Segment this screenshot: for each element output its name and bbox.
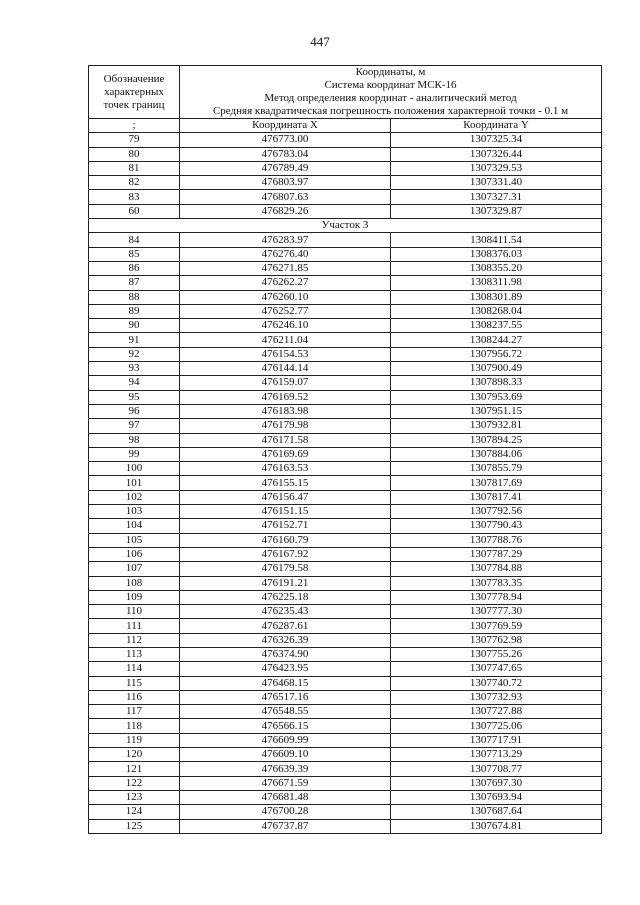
- coord-x-cell: 476700.28: [180, 805, 391, 819]
- coord-y-cell: 1307788.76: [391, 533, 602, 547]
- coord-y-cell: 1307787.29: [391, 547, 602, 561]
- point-number-cell: 102: [89, 490, 180, 504]
- coord-x-cell: 476155.15: [180, 476, 391, 490]
- column-x-header: Координата X: [180, 119, 391, 133]
- table-row: [89, 590, 602, 604]
- page-number: 447: [310, 34, 330, 49]
- point-label-line: характерных: [104, 85, 164, 98]
- coord-x-cell: 476326.39: [180, 633, 391, 647]
- point-number-cell: 92: [89, 347, 180, 361]
- table-row: [89, 748, 602, 762]
- coords-title-line: Метод определения координат - аналитический метод: [264, 92, 517, 104]
- point-label-line: точек границ: [103, 98, 165, 111]
- point-number-cell: 93: [89, 362, 180, 376]
- coord-y-cell: 1308237.55: [391, 319, 602, 333]
- coord-y-cell: 1307725.06: [391, 719, 602, 733]
- coord-y-cell: 1307732.93: [391, 690, 602, 704]
- point-number-cell: 95: [89, 390, 180, 404]
- point-number-cell: 82: [89, 176, 180, 190]
- point-number-cell: 108: [89, 576, 180, 590]
- coord-x-cell: 476211.04: [180, 333, 391, 347]
- coord-y-cell: 1307325.34: [391, 133, 602, 147]
- point-label-line: Обозначение: [103, 72, 165, 85]
- coord-x-cell: 476159.07: [180, 376, 391, 390]
- table-row: [89, 362, 602, 376]
- coord-x-cell: 476517.16: [180, 690, 391, 704]
- coord-y-cell: 1307697.30: [391, 776, 602, 790]
- coord-y-cell: 1308244.27: [391, 333, 602, 347]
- point-number-cell: 87: [89, 276, 180, 290]
- table-row: [89, 347, 602, 361]
- coord-x-cell: 476179.58: [180, 562, 391, 576]
- coord-y-cell: 1307755.26: [391, 647, 602, 661]
- point-number-cell: 96: [89, 404, 180, 418]
- point-number-cell: 111: [89, 619, 180, 633]
- point-number-cell: 105: [89, 533, 180, 547]
- point-number-cell: 109: [89, 590, 180, 604]
- table-row: [89, 190, 602, 204]
- coord-y-cell: 1308268.04: [391, 304, 602, 318]
- point-number-cell: 104: [89, 519, 180, 533]
- coord-y-cell: 1307778.94: [391, 590, 602, 604]
- table-row: [89, 819, 602, 833]
- coord-x-cell: 476609.10: [180, 748, 391, 762]
- table-row: [89, 619, 602, 633]
- table-row: [89, 519, 602, 533]
- coord-x-cell: 476235.43: [180, 605, 391, 619]
- table-row: [89, 690, 602, 704]
- coord-x-cell: 476423.95: [180, 662, 391, 676]
- coord-x-cell: 476169.52: [180, 390, 391, 404]
- coord-y-cell: 1307783.35: [391, 576, 602, 590]
- point-number-cell: 112: [89, 633, 180, 647]
- table-row: [89, 647, 602, 661]
- coord-x-cell: 476374.90: [180, 647, 391, 661]
- coord-x-cell: 476260.10: [180, 290, 391, 304]
- point-number-cell: 110: [89, 605, 180, 619]
- coordinates-table: [88, 65, 602, 834]
- coord-y-cell: 1307817.69: [391, 476, 602, 490]
- coord-x-cell: 476160.79: [180, 533, 391, 547]
- coord-y-cell: 1307951.15: [391, 404, 602, 418]
- coord-y-cell: 1307784.88: [391, 562, 602, 576]
- point-number-cell: 94: [89, 376, 180, 390]
- coord-x-cell: 476154.53: [180, 347, 391, 361]
- table-row: [89, 633, 602, 647]
- coord-y-cell: 1307956.72: [391, 347, 602, 361]
- coord-y-cell: 1308376.03: [391, 247, 602, 261]
- coord-x-cell: 476283.97: [180, 233, 391, 247]
- table-row: [89, 505, 602, 519]
- coord-x-cell: 476609.99: [180, 733, 391, 747]
- table-row: [89, 562, 602, 576]
- coord-y-cell: 1307898.33: [391, 376, 602, 390]
- coord-x-cell: 476246.10: [180, 319, 391, 333]
- coord-y-cell: 1307747.65: [391, 662, 602, 676]
- point-number-cell: 107: [89, 562, 180, 576]
- coord-y-cell: 1307713.29: [391, 748, 602, 762]
- point-number-cell: 60: [89, 204, 180, 218]
- point-number-cell: 116: [89, 690, 180, 704]
- coord-x-cell: 476262.27: [180, 276, 391, 290]
- table-row: [89, 290, 602, 304]
- point-number-cell: 106: [89, 547, 180, 561]
- point-number-cell: 81: [89, 161, 180, 175]
- coord-y-cell: 1308411.54: [391, 233, 602, 247]
- table-row: [89, 419, 602, 433]
- point-number-cell: 119: [89, 733, 180, 747]
- coord-y-cell: 1307740.72: [391, 676, 602, 690]
- table-row: [89, 462, 602, 476]
- coord-x-cell: 476287.61: [180, 619, 391, 633]
- coord-y-cell: 1308355.20: [391, 261, 602, 275]
- point-number-cell: 99: [89, 447, 180, 461]
- point-number-cell: 113: [89, 647, 180, 661]
- coord-x-cell: 476468.15: [180, 676, 391, 690]
- coord-y-cell: 1308301.89: [391, 290, 602, 304]
- coord-y-cell: 1307790.43: [391, 519, 602, 533]
- point-number-cell: 100: [89, 462, 180, 476]
- table-row: [89, 161, 602, 175]
- coord-x-cell: 476566.15: [180, 719, 391, 733]
- coord-x-cell: 476179.98: [180, 419, 391, 433]
- table-row: [89, 762, 602, 776]
- coord-y-cell: 1307329.87: [391, 204, 602, 218]
- point-number-cell: 90: [89, 319, 180, 333]
- table-row: [89, 776, 602, 790]
- table-row: [89, 376, 602, 390]
- coords-title-line: Средняя квадратическая погрешность положения характерной точки - 0.1 м: [212, 105, 569, 117]
- coord-y-cell: 1307900.49: [391, 362, 602, 376]
- table-row: [89, 605, 602, 619]
- table-row: [89, 390, 602, 404]
- coord-x-cell: 476167.92: [180, 547, 391, 561]
- point-number-cell: 117: [89, 705, 180, 719]
- coord-x-cell: 476225.18: [180, 590, 391, 604]
- coord-y-cell: 1307674.81: [391, 819, 602, 833]
- table-row: [89, 147, 602, 161]
- column-y-header: Координата Y: [391, 119, 602, 133]
- coord-y-cell: 1307717.91: [391, 733, 602, 747]
- coord-x-cell: 476737.87: [180, 819, 391, 833]
- point-number-cell: 86: [89, 261, 180, 275]
- point-number-cell: 88: [89, 290, 180, 304]
- coord-x-cell: 476191.21: [180, 576, 391, 590]
- point-number-cell: 98: [89, 433, 180, 447]
- table-row: [89, 476, 602, 490]
- table-row: [89, 233, 602, 247]
- coord-x-cell: 476169.69: [180, 447, 391, 461]
- coord-y-cell: 1307884.06: [391, 447, 602, 461]
- coord-x-cell: 476252.77: [180, 304, 391, 318]
- coords-title-line: Система координат МСК-16: [324, 79, 457, 91]
- coord-y-cell: 1307953.69: [391, 390, 602, 404]
- point-number-cell: 84: [89, 233, 180, 247]
- table-row: [89, 705, 602, 719]
- coord-y-cell: 1307762.98: [391, 633, 602, 647]
- point-number-cell: 103: [89, 505, 180, 519]
- coord-y-cell: 1308311.98: [391, 276, 602, 290]
- coord-y-cell: 1307327.31: [391, 190, 602, 204]
- point-number-cell: 118: [89, 719, 180, 733]
- point-number-cell: 115: [89, 676, 180, 690]
- point-number-cell: 80: [89, 147, 180, 161]
- point-subheader: ;: [89, 119, 180, 133]
- table-row: [89, 576, 602, 590]
- table-row: [89, 276, 602, 290]
- coord-x-cell: 476144.14: [180, 362, 391, 376]
- coord-y-cell: 1307894.25: [391, 433, 602, 447]
- coord-x-cell: 476548.55: [180, 705, 391, 719]
- coord-x-cell: 476681.48: [180, 790, 391, 804]
- table-row: [89, 490, 602, 504]
- point-number-cell: 121: [89, 762, 180, 776]
- coord-x-cell: 476773.00: [180, 133, 391, 147]
- section-label: Участок 3: [89, 219, 602, 233]
- coord-x-cell: 476803.97: [180, 176, 391, 190]
- table-header-row: [89, 66, 602, 119]
- coord-x-cell: 476639.39: [180, 762, 391, 776]
- coord-y-cell: 1307708.77: [391, 762, 602, 776]
- coord-y-cell: 1307932.81: [391, 419, 602, 433]
- column-header-row: [89, 119, 602, 133]
- coord-y-cell: 1307792.56: [391, 505, 602, 519]
- table-row: [89, 662, 602, 676]
- coord-y-cell: 1307329.53: [391, 161, 602, 175]
- table-row: [89, 547, 602, 561]
- table-row: [89, 261, 602, 275]
- coord-y-cell: 1307331.40: [391, 176, 602, 190]
- table-row: [89, 433, 602, 447]
- table-row: [89, 247, 602, 261]
- point-number-cell: 85: [89, 247, 180, 261]
- coordinates-header: [180, 66, 602, 119]
- coord-x-cell: 476171.58: [180, 433, 391, 447]
- point-number-cell: 123: [89, 790, 180, 804]
- coords-title-line: Координаты, м: [355, 66, 426, 78]
- table-row: [89, 176, 602, 190]
- coord-y-cell: 1307777.30: [391, 605, 602, 619]
- coord-x-cell: 476783.04: [180, 147, 391, 161]
- point-number-cell: 125: [89, 819, 180, 833]
- table-row: [89, 805, 602, 819]
- point-number-cell: 124: [89, 805, 180, 819]
- coord-x-cell: 476807.63: [180, 190, 391, 204]
- coord-y-cell: 1307817.41: [391, 490, 602, 504]
- table-row: [89, 333, 602, 347]
- table-row: [89, 133, 602, 147]
- coord-x-cell: 476183.98: [180, 404, 391, 418]
- coord-x-cell: 476671.59: [180, 776, 391, 790]
- coord-x-cell: 476152.71: [180, 519, 391, 533]
- point-number-cell: 120: [89, 748, 180, 762]
- coord-y-cell: 1307769.59: [391, 619, 602, 633]
- coord-y-cell: 1307855.79: [391, 462, 602, 476]
- point-number-cell: 97: [89, 419, 180, 433]
- point-number-cell: 122: [89, 776, 180, 790]
- table-row: [89, 733, 602, 747]
- coord-x-cell: 476789.49: [180, 161, 391, 175]
- coord-x-cell: 476829.26: [180, 204, 391, 218]
- point-number-cell: 89: [89, 304, 180, 318]
- coord-y-cell: 1307326.44: [391, 147, 602, 161]
- table-row: [89, 533, 602, 547]
- table-row: [89, 304, 602, 318]
- table-row: [89, 447, 602, 461]
- point-number-cell: 114: [89, 662, 180, 676]
- coord-y-cell: 1307693.94: [391, 790, 602, 804]
- table-row: [89, 676, 602, 690]
- point-designation-header: [89, 66, 180, 119]
- table-row: [89, 719, 602, 733]
- coord-x-cell: 476271.85: [180, 261, 391, 275]
- section-row: [89, 219, 602, 233]
- point-number-cell: 101: [89, 476, 180, 490]
- table-row: [89, 204, 602, 218]
- point-number-cell: 83: [89, 190, 180, 204]
- point-number-cell: 79: [89, 133, 180, 147]
- coord-y-cell: 1307727.88: [391, 705, 602, 719]
- coord-x-cell: 476163.53: [180, 462, 391, 476]
- coord-y-cell: 1307687.64: [391, 805, 602, 819]
- table-row: [89, 790, 602, 804]
- table-row: [89, 404, 602, 418]
- point-number-cell: 91: [89, 333, 180, 347]
- coord-x-cell: 476151.15: [180, 505, 391, 519]
- coord-x-cell: 476276.40: [180, 247, 391, 261]
- coord-x-cell: 476156.47: [180, 490, 391, 504]
- table-row: [89, 319, 602, 333]
